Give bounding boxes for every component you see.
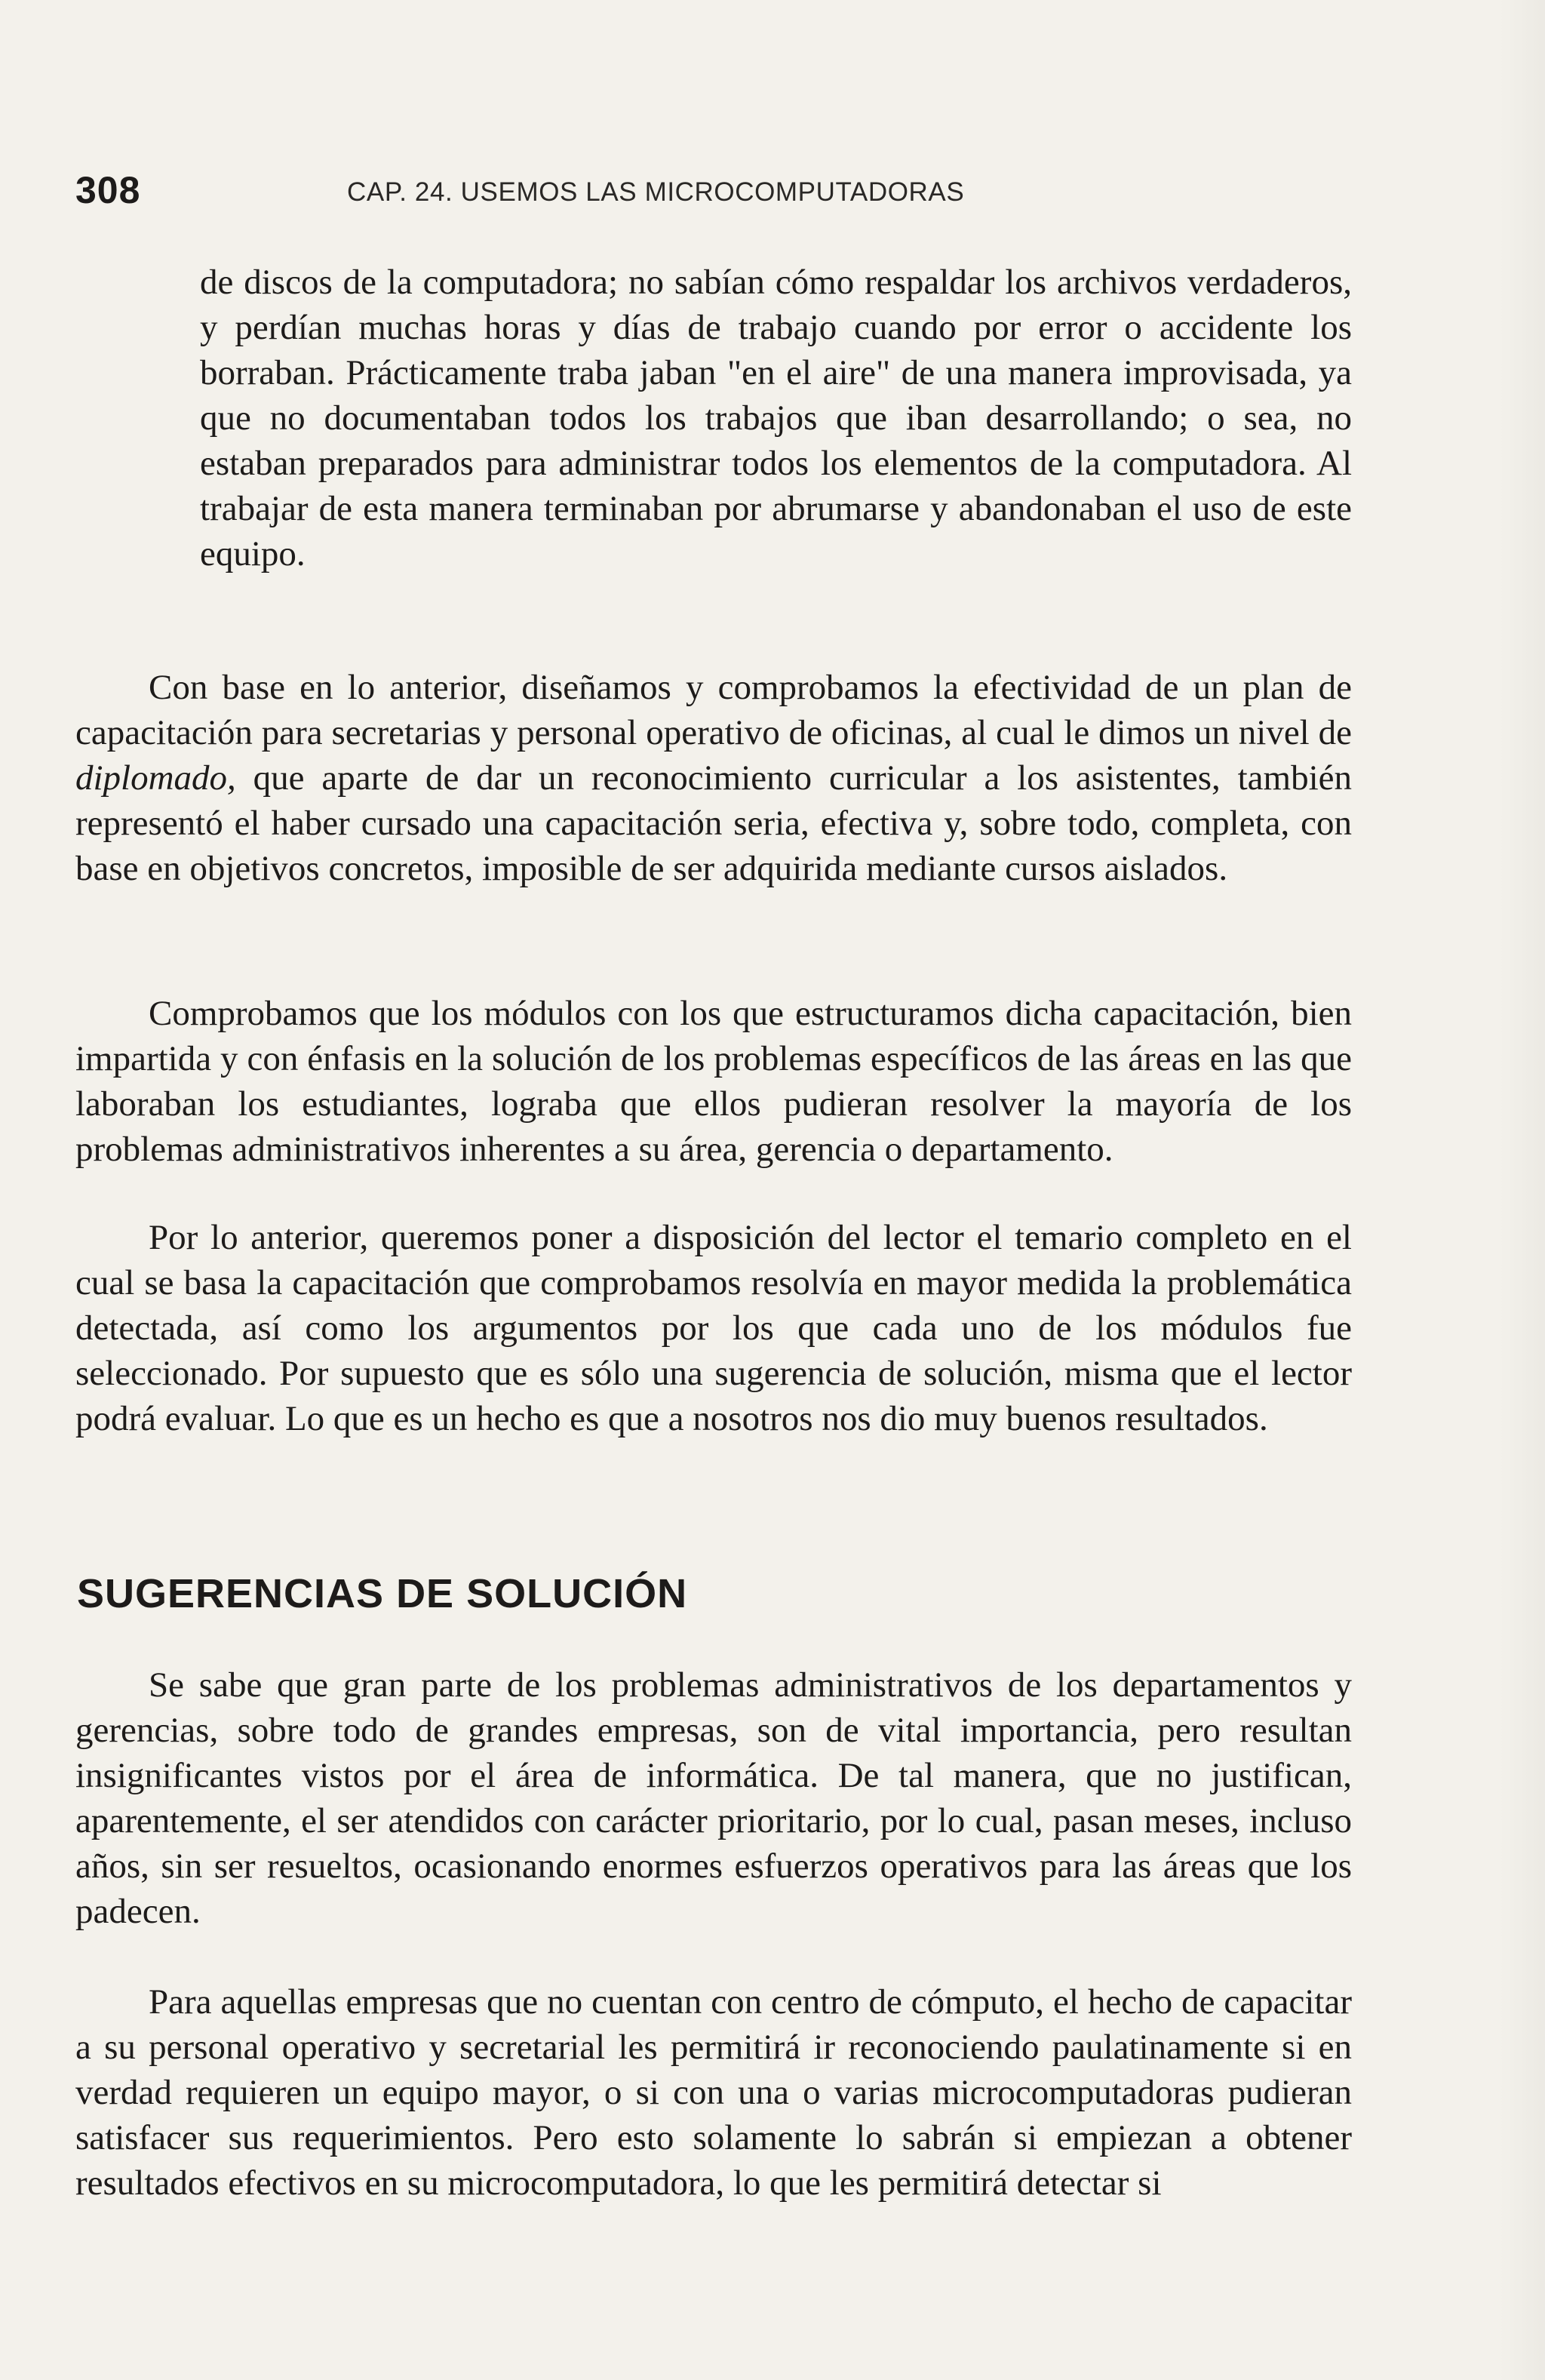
section-paragraph-1: Se sabe que gran parte de los problemas administrativos de los departamentos y gerencias, sobre todo de grandes empresas, son de vital importancia, pero resultan insignificantes vistos por el área de informática. De tal manera, que no justifican, aparentemente, el ser atendidos con carácter prioritario, por lo cual, pasan meses, incluso años, sin ser resueltos, ocasionando enormes esfuerzos operativos para las áreas que los padecen. (75, 1665, 1352, 1931)
continued-paragraph-block (200, 260, 1352, 577)
paragraph-1-emphasis: diplomado, (75, 758, 236, 798)
chapter-title: CAP. 24. USEMOS LAS MICROCOMPUTADORAS (347, 177, 965, 207)
section-paragraph-block-2 (75, 1979, 1352, 2206)
section-heading: SUGERENCIAS DE SOLUCIÓN (77, 1571, 688, 1616)
paragraph-2: Comprobamos que los módulos con los que estructuramos dicha capacitación, bien impartida y con énfasis en la solución de los problemas específicos de las áreas en las que laboraban los estudiantes, lograba que ellos pudieran resolver la mayoría de los problemas administrativos inherentes a su área, gerencia o departamento. (75, 994, 1352, 1169)
paragraph-block-1 (75, 665, 1352, 891)
paragraph-continued: de discos de la computadora; no sabían cómo respaldar los archivos verdaderos, y perdían muchas horas y días de trabajo cuando por error o accidente los borraban. Prácticamente traba jaban "en el aire" de una manera improvisada, ya que no documentaban todos los trabajos que iban desarrollando; o sea, no estaban preparados para administrar todos los elementos de la computadora. Al trabajar de esta manera terminaban por abrumarse y abandonaban el uso de este equipo. (200, 263, 1352, 573)
paragraph-block-3 (75, 1215, 1352, 1441)
paragraph-1 (75, 665, 1352, 891)
section-paragraph-block-1 (75, 1662, 1352, 1934)
paragraph-1-text-a: Con base en lo anterior, diseñamos y comprobamos la efectividad de un plan de capacitación para secretarias y personal operativo de oficinas, al cual le dimos un nivel de (75, 668, 1352, 752)
running-header (75, 168, 1358, 213)
paragraph-3: Por lo anterior, queremos poner a disposición del lector el temario completo en el cual se basa la capacitación que comprobamos resolvía en mayor medida la problemática detectada, así como los argumentos por los que cada uno de los módulos fue seleccionado. Por supuesto que es sólo una sugerencia de solución, misma que el lector podrá evaluar. Lo que es un hecho es que a nosotros nos dio muy buenos resultados. (75, 1218, 1352, 1438)
paragraph-block-2 (75, 991, 1352, 1172)
section-paragraph-2: Para aquellas empresas que no cuentan con centro de cómputo, el hecho de capacitar a su personal operativo y secretarial les permitirá ir reconociendo paulatinamente si en verdad requieren un equipo mayor, o si con una o varias microcomputadoras pudieran satisfacer sus requerimientos. Pero esto solamente lo sabrán si empiezan a obtener resultados efectivos en su microcomputadora, lo que les permitirá detectar si (75, 1982, 1352, 2203)
page-number: 308 (75, 169, 141, 211)
paragraph-1-text-b: que aparte de dar un reconocimiento curricular a los asistentes, también representó el haber cursado una capacitación seria, efectiva y, sobre todo, completa, con base en objetivos concretos, imposible de ser adquirida mediante cursos aislados. (75, 758, 1352, 888)
